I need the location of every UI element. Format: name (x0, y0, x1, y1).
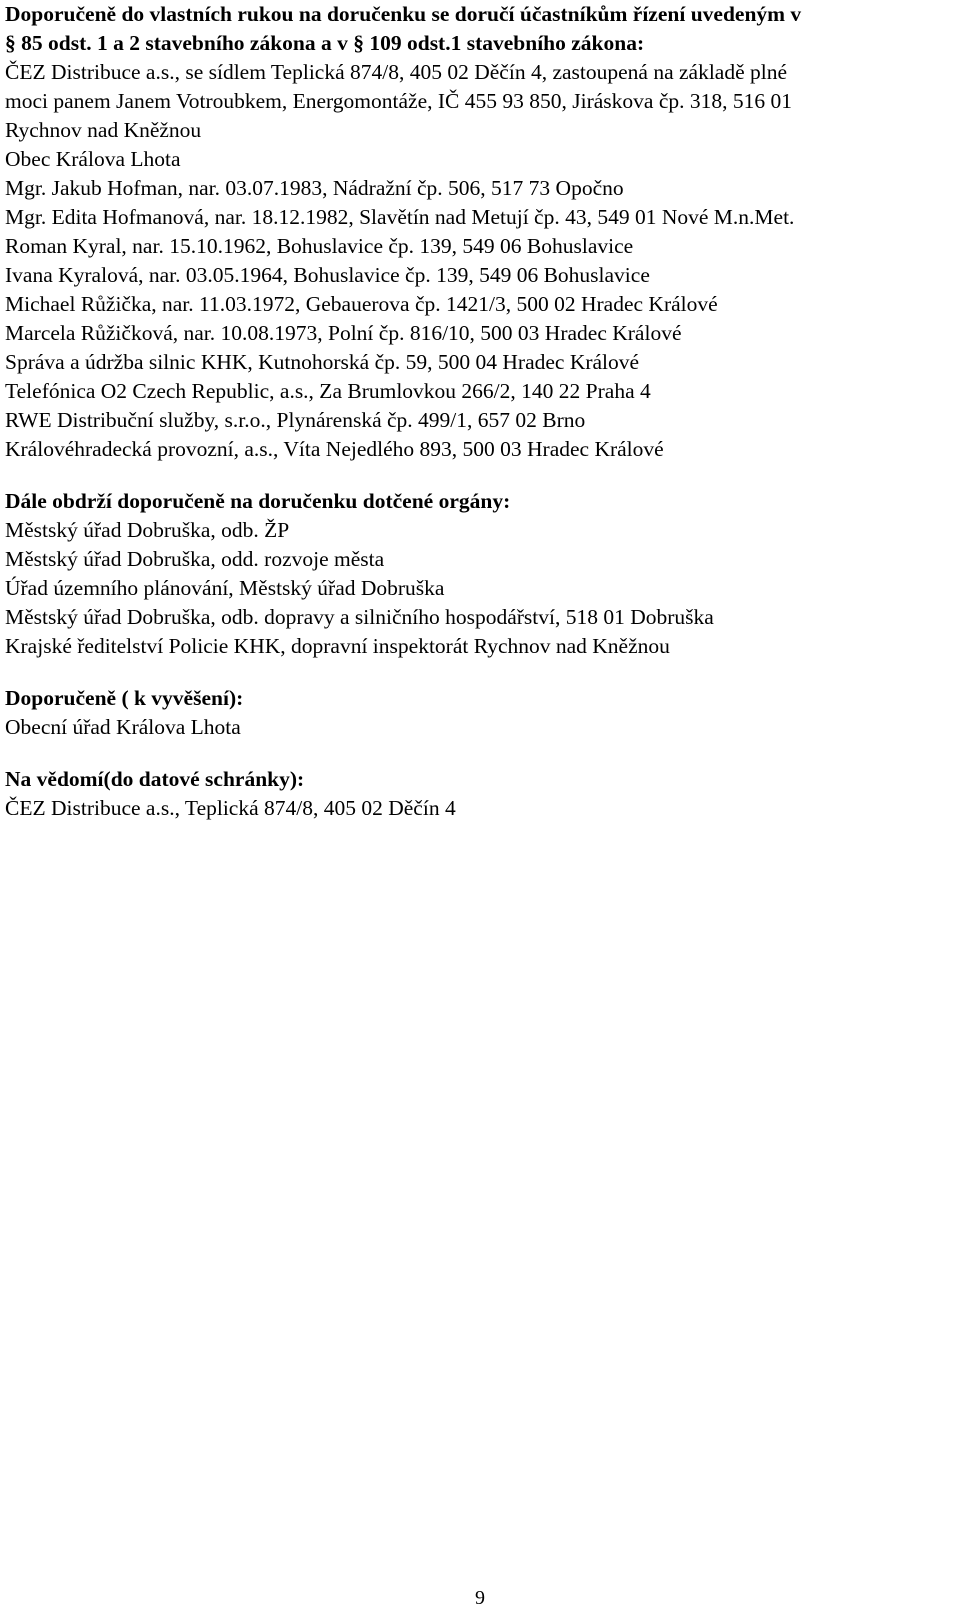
intro-heading-line-1: Doporučeně do vlastních rukou na doručenku se doručí účastníkům řízení uvedeným v (5, 2, 802, 26)
document-content (5, 0, 950, 823)
organ-line: Městský úřad Dobruška, odd. rozvoje města (5, 547, 385, 571)
recipient-line: ČEZ Distribuce a.s., se sídlem Teplická 874/8, 405 02 Děčín 4, zastoupená na základě plné (5, 60, 788, 84)
posting-line: Obecní úřad Králova Lhota (5, 715, 241, 739)
recipient-line: Telefónica O2 Czech Republic, a.s., Za Brumlovkou 266/2, 140 22 Praha 4 (5, 379, 651, 403)
recipient-line: Královéhradecká provozní, a.s., Víta Nejedlého 893, 500 03 Hradec Králové (5, 437, 664, 461)
recipient-line: Ivana Kyralová, nar. 03.05.1964, Bohuslavice čp. 139, 549 06 Bohuslavice (5, 263, 650, 287)
recipient-line: Rychnov nad Kněžnou (5, 118, 202, 142)
recipient-line: Michael Růžička, nar. 11.03.1972, Gebauerova čp. 1421/3, 500 02 Hradec Králové (5, 292, 718, 316)
page-number: 9 (475, 1587, 485, 1609)
recipient-line: Správa a údržba silnic KHK, Kutnohorská čp. 59, 500 04 Hradec Králové (5, 350, 640, 374)
data-box-section (5, 765, 950, 823)
intro-section (5, 0, 950, 464)
data-box-heading: Na vědomí(do datové schránky): (5, 767, 305, 791)
recipient-line: RWE Distribuční služby, s.r.o., Plynárenská čp. 499/1, 657 02 Brno (5, 408, 586, 432)
recipient-line: Marcela Růžičková, nar. 10.08.1973, Polní čp. 816/10, 500 03 Hradec Králové (5, 321, 682, 345)
organ-line: Městský úřad Dobruška, odb. dopravy a silničního hospodářství, 518 01 Dobruška (5, 605, 714, 629)
data-box-line: ČEZ Distribuce a.s., Teplická 874/8, 405 02 Děčín 4 (5, 796, 456, 820)
recipient-line: Roman Kyral, nar. 15.10.1962, Bohuslavice čp. 139, 549 06 Bohuslavice (5, 234, 634, 258)
recipient-line: Mgr. Edita Hofmanová, nar. 18.12.1982, Slavětín nad Metují čp. 43, 549 01 Nové M.n.Met. (5, 205, 795, 229)
recipient-line: Obec Králova Lhota (5, 147, 181, 171)
organ-line: Městský úřad Dobruška, odb. ŽP (5, 518, 290, 542)
posting-section (5, 684, 950, 742)
organs-section (5, 487, 950, 661)
intro-heading-line-2: § 85 odst. 1 a 2 stavebního zákona a v § 109 odst.1 stavebního zákona: (5, 31, 645, 55)
organ-line: Krajské ředitelství Policie KHK, dopravní inspektorát Rychnov nad Kněžnou (5, 634, 670, 658)
posting-heading: Doporučeně ( k vyvěšení): (5, 686, 244, 710)
recipient-line: Mgr. Jakub Hofman, nar. 03.07.1983, Nádražní čp. 506, 517 73 Opočno (5, 176, 624, 200)
recipient-line: moci panem Janem Votroubkem, Energomontáže, IČ 455 93 850, Jiráskova čp. 318, 516 01 (5, 89, 793, 113)
organ-line: Úřad územního plánování, Městský úřad Dobruška (5, 576, 445, 600)
organs-heading: Dále obdrží doporučeně na doručenku dotčené orgány: (5, 489, 511, 513)
